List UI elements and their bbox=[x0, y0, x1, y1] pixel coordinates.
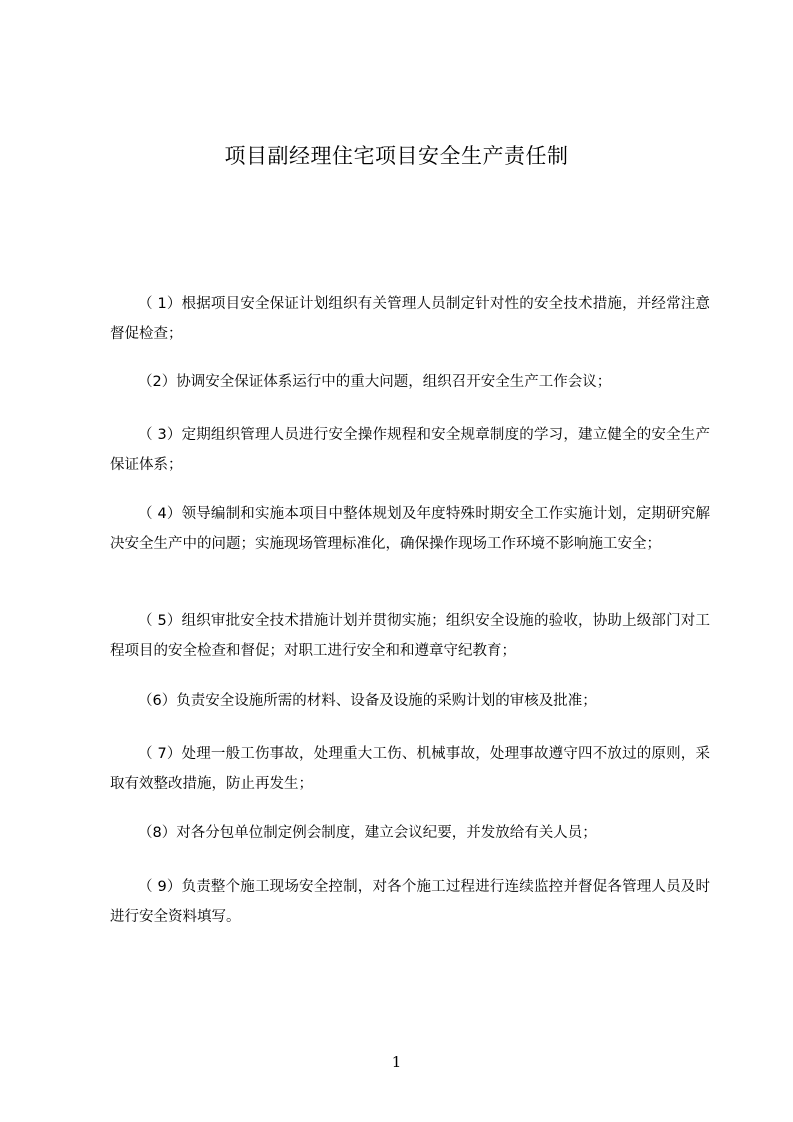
paragraph-1: （ 1）根据项目安全保证计划组织有关管理人员制定针对性的安全技术措施，并经常注意督促检查； bbox=[110, 296, 710, 342]
paragraph-8: （8）对各分包单位制定例会制度，建立会议纪要，并发放给有关人员； bbox=[138, 825, 597, 841]
paragraph-9: （ 9）负责整个施工现场安全控制，对各个施工过程进行连续监控并督促各管理人员及时进行安全资料填写。 bbox=[110, 879, 710, 925]
paragraph-6: （6）负责安全设施所需的材料、设备及设施的采购计划的审核及批准； bbox=[138, 693, 597, 709]
paragraph-4: （ 4）领导编制和实施本项目中整体规划及年度特殊时期安全工作实施计划，定期研究解决安全生产中的问题；实施现场管理标准化，确保操作现场工作环境不影响施工安全； bbox=[110, 506, 710, 552]
paragraph-3: （ 3）定期组织管理人员进行安全操作规程和安全规章制度的学习，建立健全的安全生产保证体系； bbox=[110, 427, 710, 473]
document-title: 项目副经理住宅项目安全生产责任制 bbox=[224, 144, 569, 168]
paragraph-5: （ 5）组织审批安全技术措施计划并贯彻实施；组织安全设施的验收，协助上级部门对工程项目的安全检查和督促；对职工进行安全和和遵章守纪教育； bbox=[110, 613, 710, 659]
paragraph-2: （2）协调安全保证体系运行中的重大问题，组织召开安全生产工作会议； bbox=[138, 374, 612, 390]
paragraph-7: （ 7）处理一般工伤事故，处理重大工伤、机械事故，处理事故遵守四不放过的原则，采取有效整改措施，防止再发生； bbox=[110, 746, 710, 792]
page-number: 1 bbox=[391, 1053, 402, 1071]
